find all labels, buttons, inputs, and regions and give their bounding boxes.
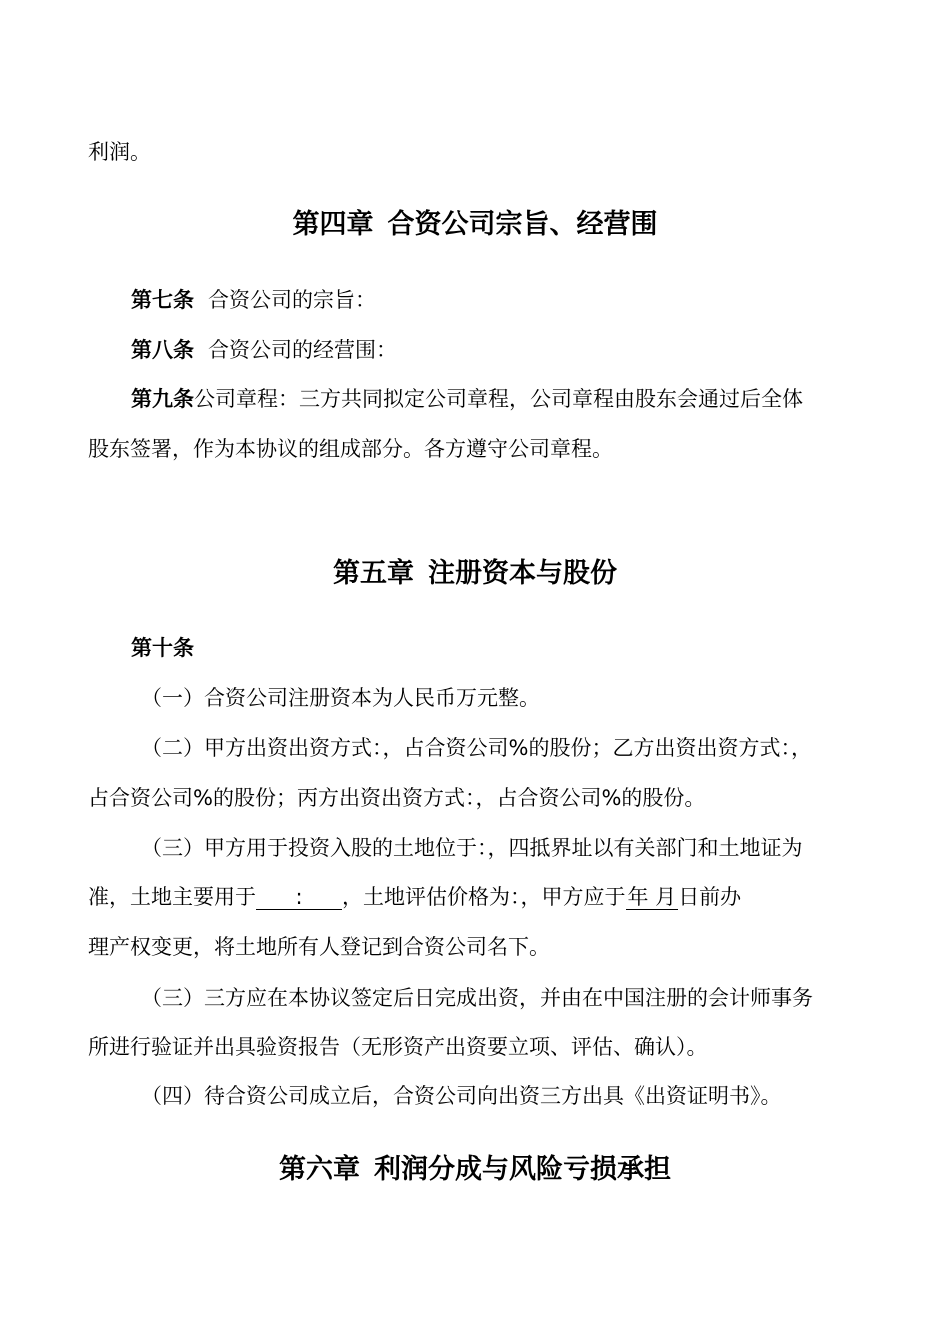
article-label: 第七条 (131, 288, 194, 312)
article-10-item-3-line-2 (88, 883, 741, 911)
article-10-item-2-line-1: （二）甲方出资出资方式：，占合资公司%的股份；乙方出资出资方式：， (141, 736, 812, 760)
chapter-title: 注册资本与股份 (428, 558, 617, 589)
paragraph-fragment: 利润。 (88, 140, 151, 164)
clause-text: 日前办 (678, 885, 742, 909)
article-10-item-4-line-2: 所进行验证并出具验资报告（无形资产出资要立项、评估、确认）。 (88, 1035, 708, 1059)
article-label: 第九条 (131, 387, 194, 411)
clause-text: 准，土地主要用于 (88, 885, 256, 909)
land-use-blank: : (256, 885, 342, 910)
article-text: 公司章程：三方共同拟定公司章程，公司章程由股东会通过后全体 (194, 387, 803, 411)
chapter-title: 利润分成与风险亏损承担 (374, 1154, 671, 1185)
article-10-label: 第十条 (131, 636, 194, 660)
chapter-number: 第六章 (279, 1154, 360, 1185)
article-10-item-2-line-2: 占合资公司%的股份；丙方出资出资方式：，占合资公司%的股份。 (88, 786, 706, 810)
chapter-6-heading (0, 1152, 950, 1188)
chapter-5-heading (0, 556, 950, 592)
article-7 (131, 286, 376, 314)
article-text: 合资公司的经营围： (208, 338, 397, 362)
chapter-title: 合资公司宗旨、经营围 (387, 209, 658, 240)
article-9-line-2: 股东签署，作为本协议的组成部分。各方遵守公司章程。 (88, 437, 613, 461)
article-10-item-3-line-1: （三）甲方用于投资入股的土地位于：，四抵界址以有关部门和土地证为 (141, 836, 803, 860)
article-9-line-1 (131, 385, 803, 413)
clause-text: ，土地评估价格为：，甲方应于 (342, 885, 626, 909)
chapter-number: 第五章 (333, 558, 414, 589)
article-10-item-5: （四）待合资公司成立后，合资公司向出资三方出具《出资证明书》。 (141, 1084, 782, 1108)
date-blank: 年 月 (627, 885, 677, 909)
chapter-4-heading (0, 207, 950, 243)
article-10-item-4-line-1: （三）三方应在本协议签定后日完成出资，并由在中国注册的会计师事务 (141, 986, 813, 1010)
article-10-item-1: （一）合资公司注册资本为人民币万元整。 (141, 686, 540, 710)
article-label: 第八条 (131, 338, 194, 362)
article-10-item-3-line-3: 理产权变更，将土地所有人登记到合资公司名下。 (88, 935, 550, 959)
article-text: 合资公司的宗旨： (208, 288, 376, 312)
chapter-number: 第四章 (292, 209, 374, 240)
article-8 (131, 336, 397, 364)
